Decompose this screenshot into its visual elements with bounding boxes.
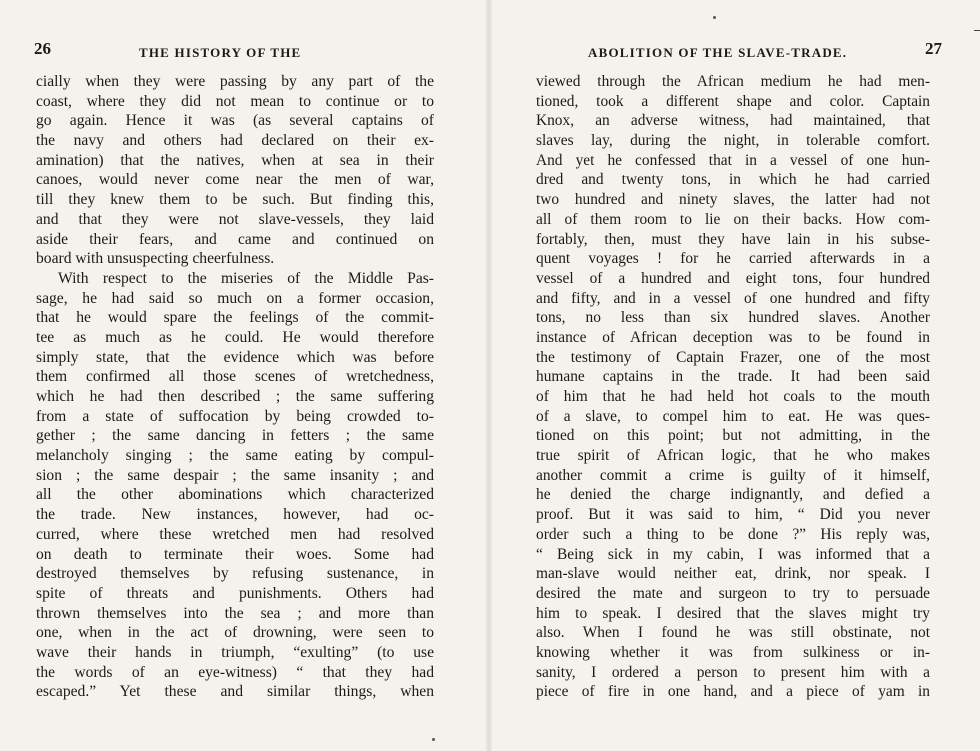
text-line: he denied the charge indignantly, and defied a — [536, 486, 930, 504]
paragraph-end-line: board with unsuspecting cheerfulness. — [36, 250, 275, 268]
text-line: viewed through the African medium he had men- — [536, 73, 930, 90]
text-line: gether ; the same dancing in fetters ; the same — [36, 427, 434, 445]
text-line: all of them room to lie on their backs. How com- — [536, 210, 930, 228]
text-line: true spirit of African logic, that he who makes — [536, 447, 930, 465]
text-line: Knox, an adverse witness, had maintained, that — [536, 112, 930, 130]
text-line: simply state, that the evidence which was before — [36, 348, 434, 366]
text-line: thrown themselves into the sea ; and more than — [36, 604, 434, 622]
text-line: of him that he had held hot coals to the mouth — [536, 388, 930, 405]
running-head-title: THE HISTORY OF THE — [139, 45, 302, 60]
text-line: tons, no less than six hundred slaves. Another — [536, 309, 930, 327]
text-line: all the other abominations which characterized — [36, 486, 434, 504]
text-line: slaves lay, during the night, in tolerable comfort. — [536, 132, 930, 150]
text-line: canoes, would never come near the men of war, — [36, 171, 434, 189]
text-line: also. When I found he was still obstinate, not — [536, 624, 930, 642]
text-line: piece of fire in one hand, and a piece of yam in — [536, 683, 930, 701]
text-line: and that they were not slave-vessels, they laid — [36, 210, 434, 228]
text-line: two hundred and ninety slaves, the latter had not — [536, 191, 930, 209]
text-line: tee as much as he could. He would therefore — [36, 328, 434, 346]
paper-speck — [713, 16, 716, 19]
text-line: sage, he had said so much on a former occasion, — [36, 289, 434, 307]
text-line: cially when they were passing by any part of the — [36, 73, 434, 90]
text-line: on death to terminate their woes. Some had — [36, 545, 434, 563]
text-line: that he would spare the feelings of the commit- — [36, 309, 434, 327]
text-line: sion ; the same despair ; the same insanity ; and — [36, 466, 434, 484]
text-line: one, when in the act of drowning, were seen to — [36, 624, 434, 642]
text-line: spite of threats and punishments. Others had — [36, 584, 434, 602]
text-line: the words of an eye-witness) “ that they had — [36, 663, 434, 681]
text-line: which he had then described ; the same suffering — [36, 388, 434, 405]
text-line: the testimony of Captain Frazer, one of the most — [536, 348, 930, 366]
text-line: them confirmed all those scenes of wretchedness, — [36, 368, 434, 386]
text-line: the trade. New instances, however, had oc- — [36, 506, 434, 524]
text-line: “ Being sick in my cabin, I was informed that a — [536, 545, 930, 563]
text-line: quent voyages ! for he carried afterwards in a — [536, 250, 930, 268]
text-line: sanity, I ordered a person to present him with a — [536, 663, 930, 681]
text-line: proof. But it was said to him, “ Did you never — [536, 506, 930, 524]
paragraph-start-line: With respect to the miseries of the Middle Pas- — [58, 269, 434, 287]
text-line: of a slave, to compel him to eat. He was ques- — [536, 407, 930, 425]
page-number: 27 — [925, 39, 942, 58]
text-line: coast, where they did not mean to continue or to — [36, 92, 434, 110]
edge-mark — [974, 30, 980, 31]
text-line: melancholy singing ; the same eating by compul- — [36, 447, 434, 465]
text-line: destroyed themselves by refusing sustenance, in — [36, 565, 434, 583]
running-head-title: ABOLITION OF THE SLAVE-TRADE. — [588, 45, 848, 60]
text-line: desired the mate and surgeon to try to persuade — [536, 584, 930, 602]
text-line: dred and twenty tons, in which he had carried — [536, 171, 930, 189]
text-line: instance of African deception was to be found in — [536, 328, 930, 346]
running-head — [536, 39, 942, 66]
paper-speck — [432, 738, 435, 741]
text-line: go again. Hence it was (as several captains of — [36, 112, 434, 130]
text-line: vessel of a hundred and eight tons, four hundred — [536, 269, 930, 287]
text-line: wave their hands in triumph, “exulting” (to use — [36, 643, 434, 661]
page-number: 26 — [34, 39, 51, 58]
book-gutter — [486, 0, 492, 751]
text-line: curred, where these wretched men had resolved — [36, 525, 434, 543]
text-line: tioned, took a different shape and color. Captain — [536, 92, 930, 110]
text-line: humane captains in the trade. It had been said — [536, 368, 930, 386]
text-line: order such a thing to be done ?” His reply was, — [536, 525, 930, 543]
text-line: And yet he confessed that in a vessel of one hun- — [536, 151, 930, 169]
body-text — [36, 72, 434, 702]
text-line: from a state of suffocation by being crowded to- — [36, 407, 434, 425]
text-line: another commit a crime is guilty of it himself, — [536, 466, 930, 484]
text-line: man-slave would neither eat, drink, nor speak. I — [536, 565, 930, 583]
text-line: till they knew them to be such. But finding this, — [36, 191, 434, 209]
body-text — [536, 72, 930, 702]
text-line: escaped.” Yet these and similar things, when — [36, 683, 434, 701]
text-line: tioned on this point; but not admitting, in the — [536, 427, 930, 445]
text-line: fortably, then, must they have lain in his subse- — [536, 230, 930, 248]
text-line: amination) that the natives, when at sea in their — [36, 151, 434, 169]
running-head — [34, 39, 434, 66]
text-line: the navy and others had declared on their ex- — [36, 132, 434, 150]
text-line: him to speak. I desired that the slaves might try — [536, 604, 930, 622]
text-line: and fifty, and in a vessel of one hundred and fifty — [536, 289, 930, 307]
text-line: knowing whether it was from sulkiness or in- — [536, 643, 930, 661]
text-line: aside their fears, and came and continued on — [36, 230, 434, 248]
